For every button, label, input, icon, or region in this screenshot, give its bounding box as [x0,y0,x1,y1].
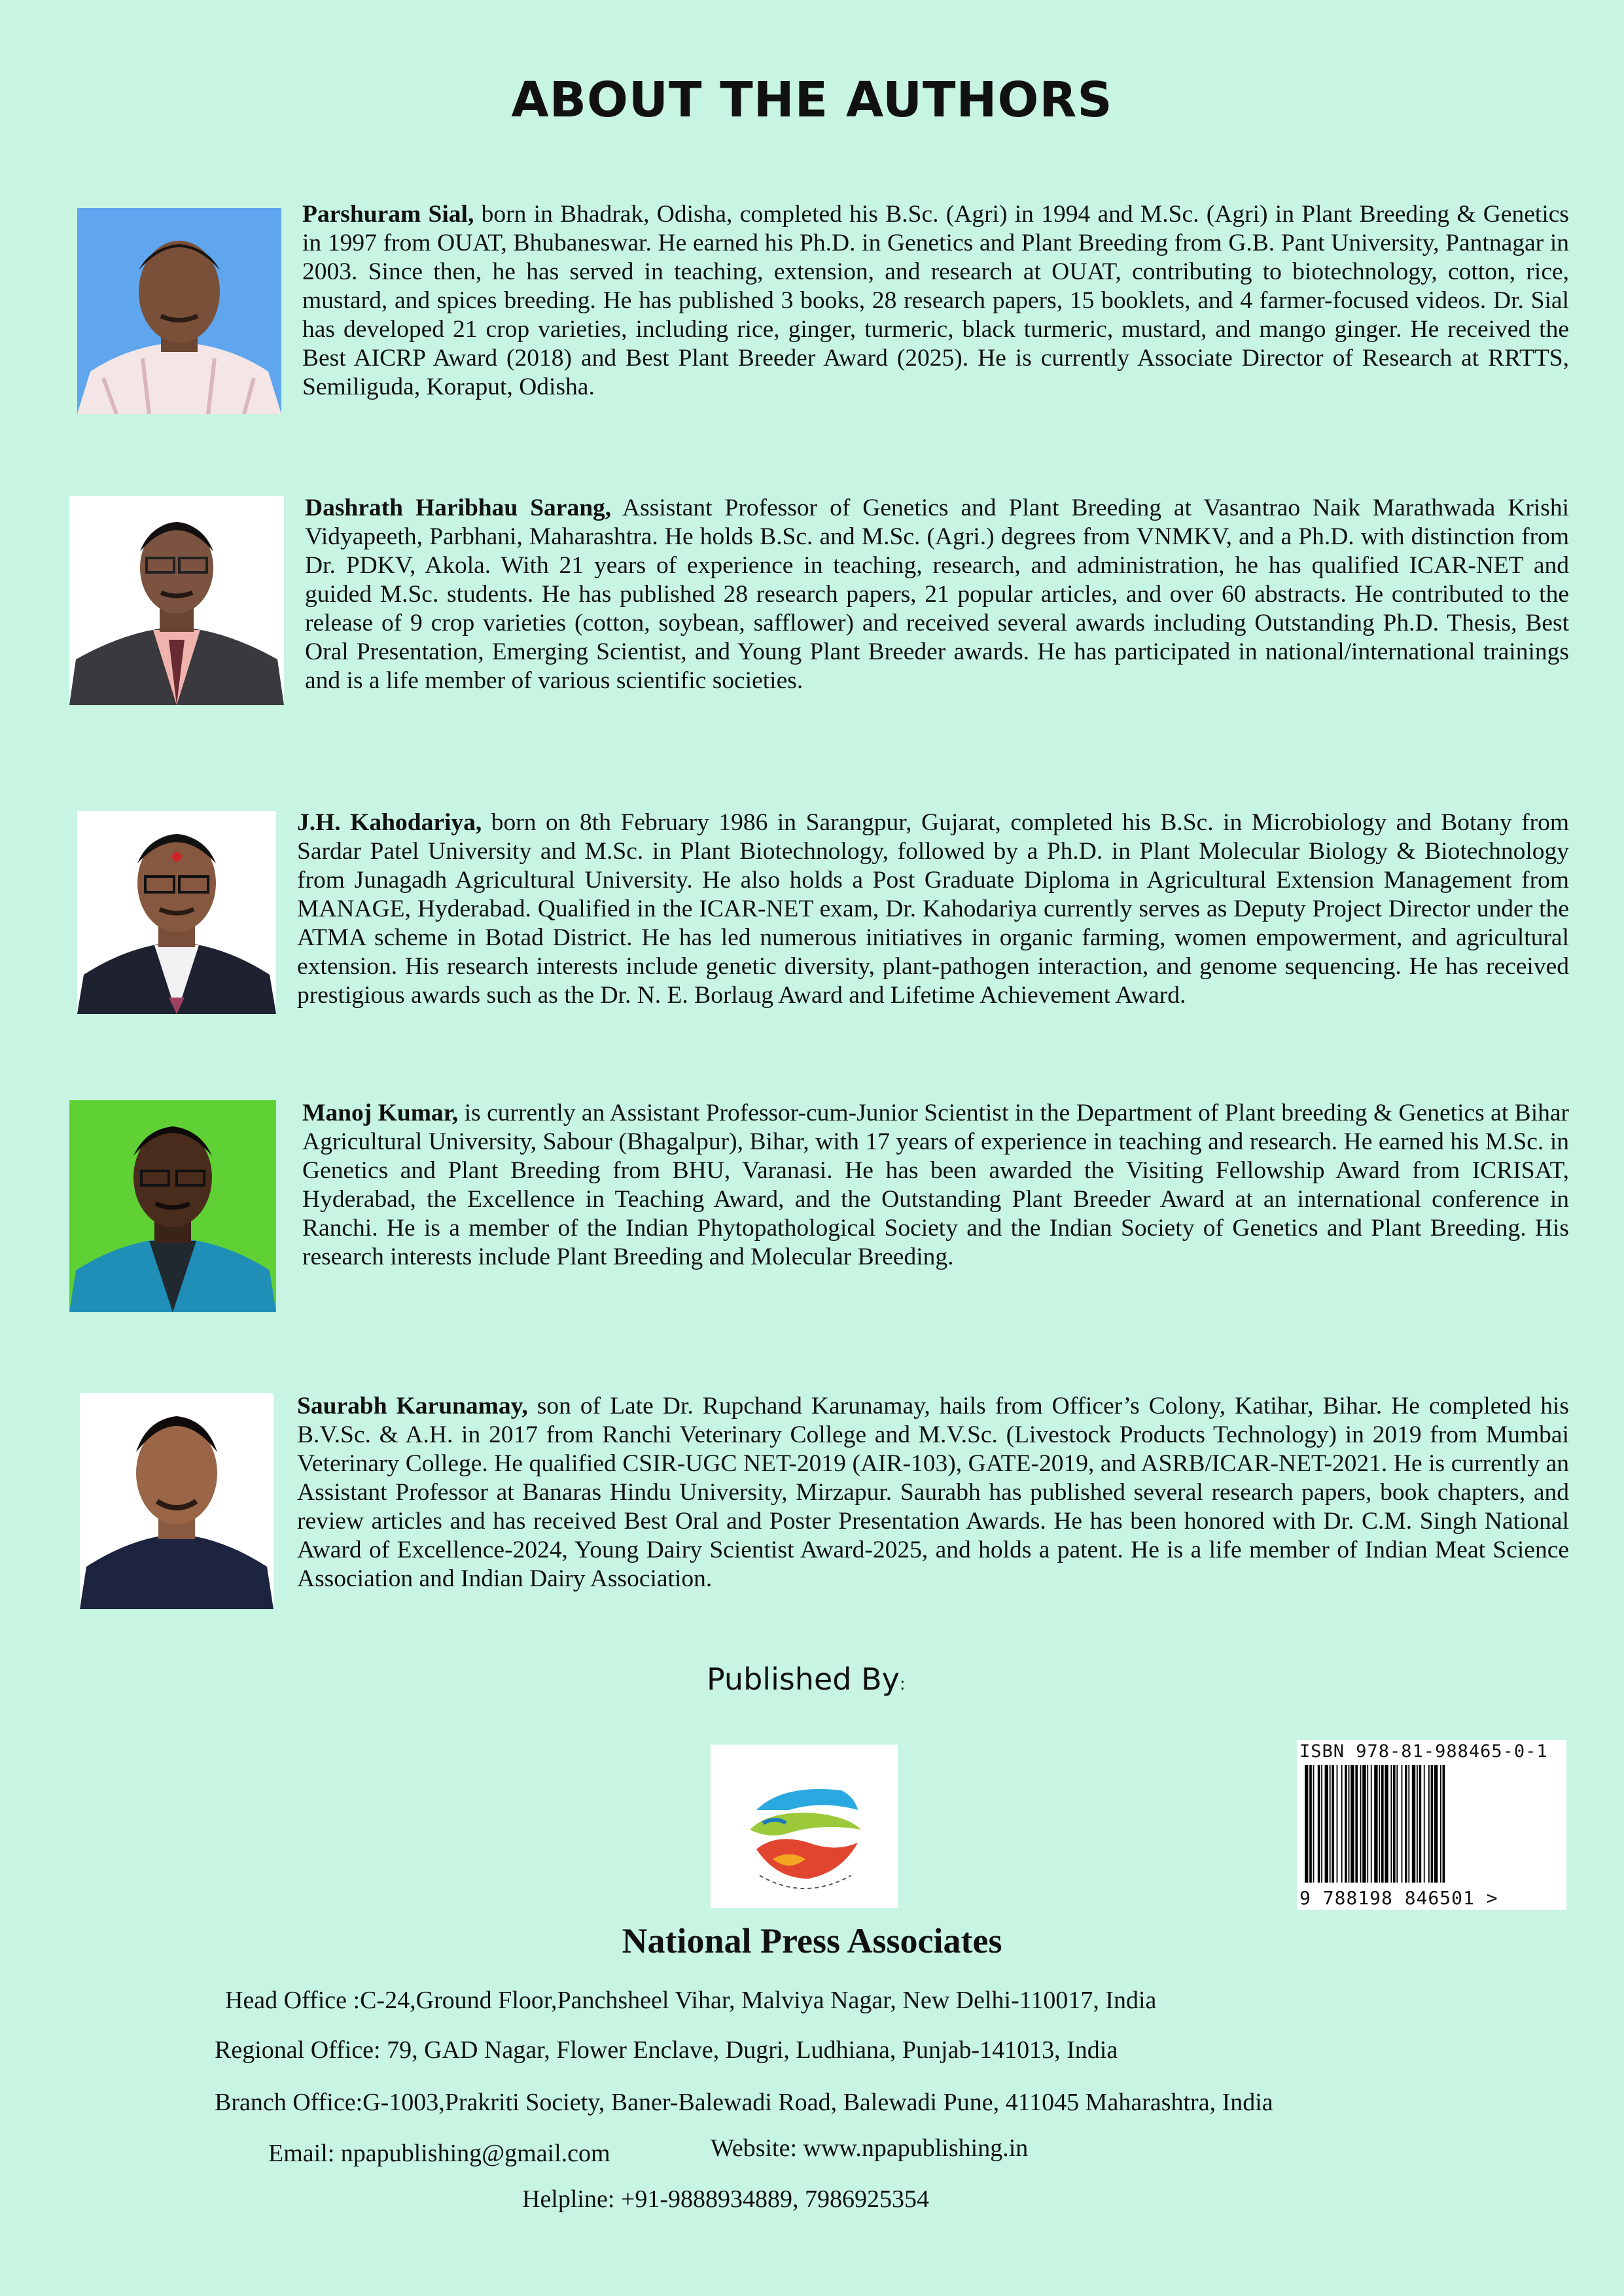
barcode-bar [1374,1765,1377,1883]
isbn-digits: 9 788198 846501 > [1299,1887,1498,1909]
barcode-bar [1412,1765,1415,1883]
publisher-website: Website: www.npapublishing.in [711,2134,1029,2162]
barcode-bar [1424,1765,1425,1883]
barcode-bar [1313,1765,1315,1883]
author-name: Dashrath Haribhau Sarang, [305,495,612,521]
author-photo-saurabh-karunamay [80,1393,274,1609]
publisher-logo [711,1745,898,1908]
head-office-address: Head Office :C-24,Ground Floor,Panchsheel Vihar, Malviya Nagar, New Delhi-110017, India [225,1987,1157,2014]
barcode-bar [1337,1765,1338,1883]
barcode-bar [1408,1765,1409,1883]
isbn-label: ISBN 978-81-988465-0-1 [1299,1741,1548,1762]
barcode-bar [1321,1765,1322,1883]
barcode-bar [1379,1765,1380,1883]
page-title: ABOUT THE AUTHORS [511,72,1113,128]
barcode-bar [1417,1765,1418,1883]
publisher-name: National Press Associates [622,1921,1002,1960]
barcode-bar [1341,1765,1343,1883]
author-photo-dashrath-sarang [69,496,284,705]
barcode-bar [1355,1765,1358,1883]
barcode-bar [1390,1765,1392,1883]
barcode-bar [1393,1765,1396,1883]
author-bio [297,1392,1569,1593]
published-by-label [707,1661,906,1697]
barcode-bar [1371,1765,1372,1883]
barcode-bar [1428,1765,1430,1883]
author-name: Saurabh Karunamay, [297,1393,528,1419]
author-bio-text: son of Late Dr. Rupchand Karunamay, hails from Officer’s Colony, Katihar, Bihar. He completed his B.V.Sc. & A.H. in 2017 from Ranchi Veterinary College and M.V.Sc. (Livestock Products Technology) in 2019 from Mumbai Veterinary College. He qualified CSIR-UGC NET-2019 (AIR-103), GATE-2019, and ASRB/ICAR-NET-2021. He is currently an Assistant Professor at Banaras Hindu University, Mirzapur. Saurabh has published several research papers, book chapters, and review articles and has received Best Oral and Poster Presentation Awards. He has been honored with Dr. C.M. Singh National Award of Excellence-2024, Young Dairy Scientist Award-2025, and holds a patent. He is a life member of Indian Meat Science Association and Indian Dairy Association. [297,1393,1569,1592]
branch-office-address: Branch Office:G-1003,Prakriti Society, Baner-Balewadi Road, Balewadi Pune, 411045 Maharashtra, India [215,2089,1273,2116]
barcode-bar [1360,1765,1362,1883]
barcode-bar [1367,1765,1368,1883]
barcode-bar [1385,1765,1388,1883]
author-bio [302,1099,1569,1272]
regional-office-address: Regional Office: 79, GAD Nagar, Flower Enclave, Dugri, Ludhiana, Punjab-141013, India [215,2036,1118,2064]
barcode-bar [1325,1765,1328,1883]
barcode-bar [1434,1765,1438,1883]
barcode-bar [1305,1765,1308,1883]
barcode-bar [1330,1765,1331,1883]
barcode-bar [1402,1765,1403,1883]
barcode-bar [1318,1765,1320,1883]
author-name: J.H. Kahodariya, [297,809,482,836]
published-by-colon: : [899,1675,906,1694]
barcode-bar [1332,1765,1334,1883]
published-by-text: Published By [707,1661,900,1697]
author-name: Manoj Kumar, [302,1100,459,1126]
author-bio [297,809,1569,1010]
isbn-barcode [1297,1740,1566,1910]
author-bio-text: is currently an Assistant Professor-cum-Junior Scientist in the Department of Plant breeding & Genetics at Bihar Agricultural University, Sabour (Bhagalpur), Bihar, with 17 years of experience in teaching and research. He earned his M.Sc. in Genetics and Plant Breeding from BHU, Varanasi. He has been awarded the Visiting Fellowship Award from ICRISAT, Hyderabad, the Excellence in Teaching Award, and the Outstanding Plant Breeder Award at an international conference in Ranchi. He is a member of the Indian Phytopathological Society and the Indian Society of Genetics and Plant Breeding. His research interests include Plant Breeding and Molecular Breeding. [302,1100,1569,1270]
author-photo-jh-kahodariya [77,811,276,1014]
barcode-bar [1345,1765,1347,1883]
author-name: Parshuram Sial, [302,201,474,228]
publisher-email: Email: npapublishing@gmail.com [268,2140,610,2167]
barcode-bar [1419,1765,1422,1883]
author-bio-text: Assistant Professor of Genetics and Plant Breeding at Vasantrao Naik Marathwada Krishi Vidyapeeth, Parbhani, Maharashtra. He holds B.Sc. and M.Sc. (Agri.) degrees from VNMKV, and a Ph.D. with distinction from Dr. PDKV, Akola. With 21 years of experience in teaching, research, and administration, he has qualified ICAR-NET and guided M.Sc. students. He has published 28 research papers, 21 popular articles, and over 60 abstracts. He contributed to the release of 9 crop varieties (cotton, soybean, safflower) and received several awards including Outstanding Ph.D. Thesis, Best Oral Presentation, Emerging Scientist, and Young Plant Breeder awards. He has participated in national/international trainings and is a life member of various scientific societies. [305,495,1569,694]
barcode-bar [1440,1765,1441,1883]
barcode-bar [1396,1765,1398,1883]
barcode-bar [1443,1765,1445,1883]
barcode-bar [1350,1765,1354,1883]
author-photo-manoj-kumar [69,1100,276,1312]
barcode-bar [1362,1765,1366,1883]
barcode-bar [1309,1765,1312,1883]
author-bio [302,200,1569,402]
author-bio [305,494,1569,695]
author-photo-parshuram-sial [77,208,281,414]
author-bio-text: born on 8th February 1986 in Sarangpur, Gujarat, completed his B.Sc. in Microbiology and Botany from Sardar Patel University and M.Sc. in Plant Biotechnology, followed by a Ph.D. in Plant Molecular Biology & Biotechnology from Junagadh Agricultural University. He also holds a Post Graduate Diploma in Agricultural Extension Management from MANAGE, Hyderabad. Qualified in the ICAR-NET exam, Dr. Kahodariya currently serves as Deputy Project Director under the ATMA scheme in Botad District. He has led numerous initiatives in organic farming, women empowerment, and agricultural extension. His research interests include genetic diversity, plant-pathogen interaction, and genome sequencing. He has received prestigious awards such as the Dr. N. E. Borlaug Award and Lifetime Achievement Award. [297,809,1569,1009]
barcode-bar [1381,1765,1384,1883]
barcode-bar [1349,1765,1350,1883]
barcode-bar [1405,1765,1407,1883]
barcode-bar [1431,1765,1434,1883]
publisher-helpline: Helpline: +91-9888934889, 7986925354 [522,2185,929,2213]
author-bio-text: born in Bhadrak, Odisha, completed his B.Sc. (Agri) in 1994 and M.Sc. (Agri) in Plant Breeding & Genetics in 1997 from OUAT, Bhubaneswar. He earned his Ph.D. in Genetics and Plant Breeding from G.B. Pant University, Pantnagar in 2003. Since then, he has served in teaching, extension, and research at OUAT, contributing to biotechnology, cotton, rice, mustard, and spices breeding. He has published 3 books, 28 research papers, 15 booklets, and 4 farmer-focused videos. Dr. Sial has developed 21 crop varieties, including rice, ginger, turmeric, black turmeric, mustard, and mango ginger. He received the Best AICRP Award (2018) and Best Plant Breeder Award (2025). He is currently Associate Director of Research at RRTTS, Semiliguda, Koraput, Odisha. [302,201,1569,400]
